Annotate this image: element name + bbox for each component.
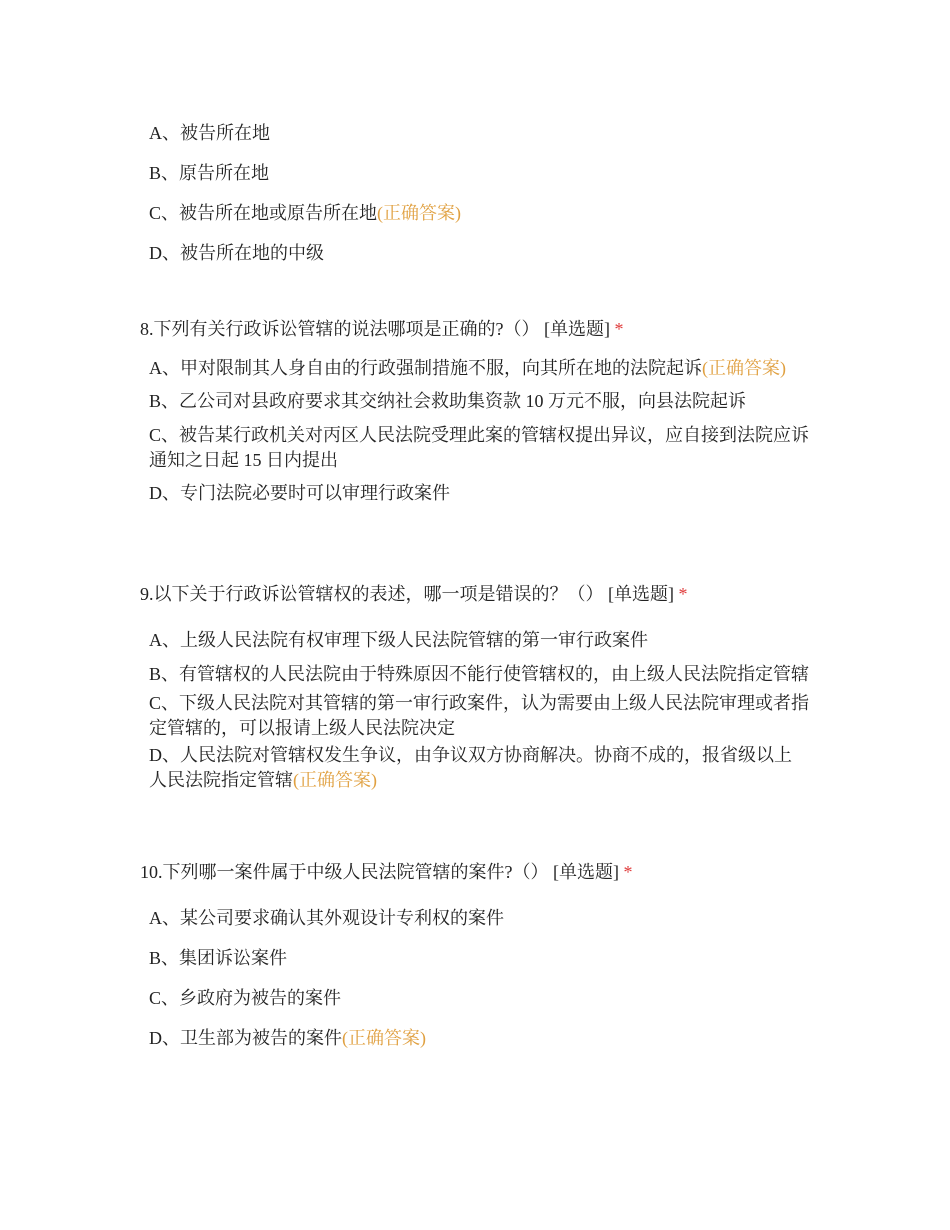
option-text: C、被告所在地或原告所在地 <box>149 203 378 223</box>
question-10-title <box>140 860 840 885</box>
required-mark: * <box>614 319 624 339</box>
option-text: A、某公司要求确认其外观设计专利权的案件 <box>149 908 504 928</box>
question-title-text: 8.下列有关行政诉讼管辖的说法哪项是正确的?（） [单选题] <box>140 319 610 339</box>
correct-answer-tag: (正确答案) <box>293 770 377 790</box>
option-8-b <box>149 389 809 414</box>
option-10-a <box>149 906 809 931</box>
option-text: C、被告某行政机关对丙区人民法院受理此案的管辖权提出异议，应自接到法院应诉通知之日起 15 日内提出 <box>149 425 810 470</box>
option-9-d <box>149 743 809 793</box>
correct-answer-tag: (正确答案) <box>377 203 462 223</box>
option-text: B、有管辖权的人民法院由于特殊原因不能行使管辖权的，由上级人民法院指定管辖 <box>149 664 810 684</box>
option-text: B、乙公司对县政府要求其交纳社会救助集资款 10 万元不服，向县法院起诉 <box>149 391 747 411</box>
question-title-text: 10.下列哪一案件属于中级人民法院管辖的案件?（） [单选题] <box>140 862 619 882</box>
option-7-b <box>149 161 809 186</box>
option-8-d <box>149 481 809 506</box>
option-text: B、集团诉讼案件 <box>149 948 288 968</box>
correct-answer-tag: (正确答案) <box>342 1028 426 1048</box>
option-text: A、上级人民法院有权审理下级人民法院管辖的第一审行政案件 <box>149 630 648 650</box>
option-7-d <box>149 241 809 266</box>
option-7-a <box>149 121 809 146</box>
question-8-title <box>140 317 840 342</box>
option-text: A、被告所在地 <box>149 123 270 143</box>
option-10-b <box>149 946 809 971</box>
question-title-text: 9.以下关于行政诉讼管辖权的表述，哪一项是错误的？（） [单选题] <box>140 584 674 604</box>
option-9-a <box>149 628 809 653</box>
question-7-options <box>149 121 809 281</box>
required-mark: * <box>678 584 688 604</box>
option-text: B、原告所在地 <box>149 163 270 183</box>
question-9-title <box>140 582 840 607</box>
option-10-c <box>149 986 809 1011</box>
question-9-options <box>149 628 809 801</box>
question-8-options <box>149 356 809 521</box>
correct-answer-tag: (正确答案) <box>702 358 786 378</box>
option-text: D、人民法院对管辖权发生争议，由争议双方协商解决。协商不成的，报省级以上人民法院指定管辖 <box>149 745 792 790</box>
question-10-options <box>149 906 809 1066</box>
option-text: A、甲对限制其人身自由的行政强制措施不服，向其所在地的法院起诉 <box>149 358 702 378</box>
option-10-d <box>149 1026 809 1051</box>
option-text: C、下级人民法院对其管辖的第一审行政案件，认为需要由上级人民法院审理或者指定管辖的，可以报请上级人民法院决定 <box>149 693 810 738</box>
option-8-a <box>149 356 809 381</box>
required-mark: * <box>623 862 633 882</box>
option-8-c <box>149 423 809 473</box>
option-text: D、被告所在地的中级 <box>149 243 324 263</box>
option-7-c <box>149 201 809 226</box>
option-text: C、乡政府为被告的案件 <box>149 988 342 1008</box>
option-text: D、卫生部为被告的案件 <box>149 1028 342 1048</box>
option-9-c <box>149 691 809 741</box>
option-9-b <box>149 662 809 687</box>
option-text: D、专门法院必要时可以审理行政案件 <box>149 483 450 503</box>
